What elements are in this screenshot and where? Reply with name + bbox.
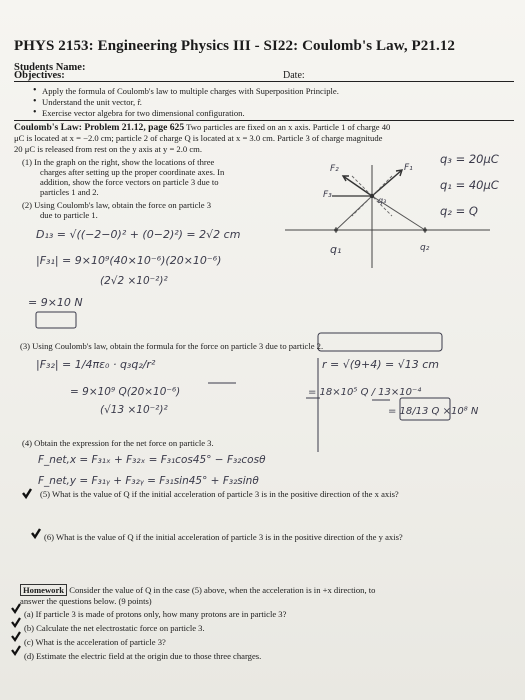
homework-line-1 (20, 585, 375, 595)
hw-fnet-y: F_net,y = F₃₁ᵧ + F₃₂ᵧ = F₃₁sin45° + F₃₂sinθ (38, 475, 259, 487)
homework-item: (b) Calculate the net electrostatic force on particle 3. (24, 623, 205, 633)
objective-item: • Understand the unit vector, r̂. (42, 97, 142, 107)
question-1-line-3: addition, show the force vectors on particle 3 due to (40, 177, 219, 187)
date-label: Date: (283, 70, 305, 81)
question-1-line-4: particles 1 and 2. (40, 187, 99, 197)
students-name-label: Students Name: (14, 62, 86, 73)
homework-item: (c) What is the acceleration of particle 3? (24, 637, 166, 647)
charge-q3: q₃ = 20μC (440, 152, 499, 166)
homework-item: (a) If particle 3 is made of protons only, how many protons are in particle 3? (24, 609, 287, 619)
hw-fnet-x: F_net,x = F₃₁ₓ + F₃₂ₓ = F₃₁cos45° − F₃₂cosθ (38, 454, 266, 466)
label-f3: F₃ (323, 190, 332, 200)
hw-f31-line-1: |F₃₁| = 9×10⁹(40×10⁻⁶)(20×10⁻⁶) (36, 254, 222, 267)
label-q3: q₃ (378, 196, 387, 205)
check-mark-6 (32, 529, 40, 537)
hw-r23: r = √(9+4) = √13 cm (322, 358, 440, 371)
question-5: (5) What is the value of Q if the initial acceleration of particle 3 is in the positive direction of the x axis? (40, 489, 399, 499)
hw-f31-line-2: (2√2 ×10⁻²)² (100, 275, 168, 287)
hw-f32-line-1: |F₃₂| = 1/4πε₀ · q₃q₂/r² (36, 358, 156, 371)
hw-f32-line-3: (√13 ×10⁻²)² (100, 404, 168, 416)
label-q1: q₁ (330, 243, 342, 256)
hw-f32-result-1: = 18×10⁵ Q / 13×10⁻⁴ (308, 387, 422, 398)
homework-label: Homework (20, 584, 67, 596)
objectives-label: Objectives: (14, 70, 65, 81)
label-f2: F₂ (330, 164, 339, 174)
homework-item: (d) Estimate the electric field at the origin due to those three charges. (24, 651, 262, 661)
homework-line-2: answer the questions below. (9 points) (20, 596, 152, 606)
question-1-line-1: (1) In the graph on the right, show the locations of three (22, 157, 215, 167)
label-q2: q₂ (420, 243, 430, 253)
homework-text: Consider the value of Q in the case (5) above, when the acceleration is in +x direction, to (69, 585, 376, 595)
problem-line-2: μC is located at x = −2.0 cm; particle 2 of charge Q is located at x = 3.0 cm. Particle 3 of charge magnitude (14, 133, 383, 143)
charge-q1: q₁ = 40μC (440, 178, 499, 192)
question-1-line-2: charges after setting up the proper coordinate axes. In (40, 167, 225, 177)
question-2-line-2: due to particle 1. (40, 210, 98, 220)
hw-f32-line-2: = 9×10⁹ Q(20×10⁻⁶) (70, 386, 181, 398)
question-2-line-1: (2) Using Coulomb's law, obtain the force on particle 3 (22, 200, 212, 210)
hw-f31-line-3: = 9×10 N (28, 296, 83, 309)
question-6: (6) What is the value of Q if the initial acceleration of particle 3 is in the positive direction of the y axis? (44, 532, 403, 542)
question-3: (3) Using Coulomb's law, obtain the formula for the force on particle 3 due to particle 2. (20, 341, 324, 351)
label-f1: F₁ (404, 163, 413, 173)
question-4: (4) Obtain the expression for the net force on particle 3. (22, 438, 214, 448)
force-vector-f2 (343, 176, 372, 196)
objective-item: • Exercise vector algebra for two dimensional configuration. (42, 108, 245, 118)
problem-heading: Coulomb's Law: Problem 21.12, page 625 (14, 122, 185, 133)
check-mark-5 (23, 489, 31, 497)
page-title: PHYS 2153: Engineering Physics III - SI22: Coulomb's Law, P21.12 (14, 38, 456, 54)
charge-q2: q₂ = Q (440, 204, 478, 218)
objective-item: • Apply the formula of Coulomb's law to multiple charges with Superposition Principle. (42, 86, 339, 96)
problem-line-3: 20 μC is released from rest on the y axis at y = 2.0 cm. (14, 144, 202, 154)
hw-distance-13: D₁₃ = √((−2−0)² + (0−2)²) = 2√2 cm (36, 228, 241, 241)
hw-f32-result-2: = 18/13 Q ×10⁸ N (388, 406, 479, 417)
problem-text: Two particles are fixed on an x axis. Particle 1 of charge 40 (186, 122, 391, 132)
